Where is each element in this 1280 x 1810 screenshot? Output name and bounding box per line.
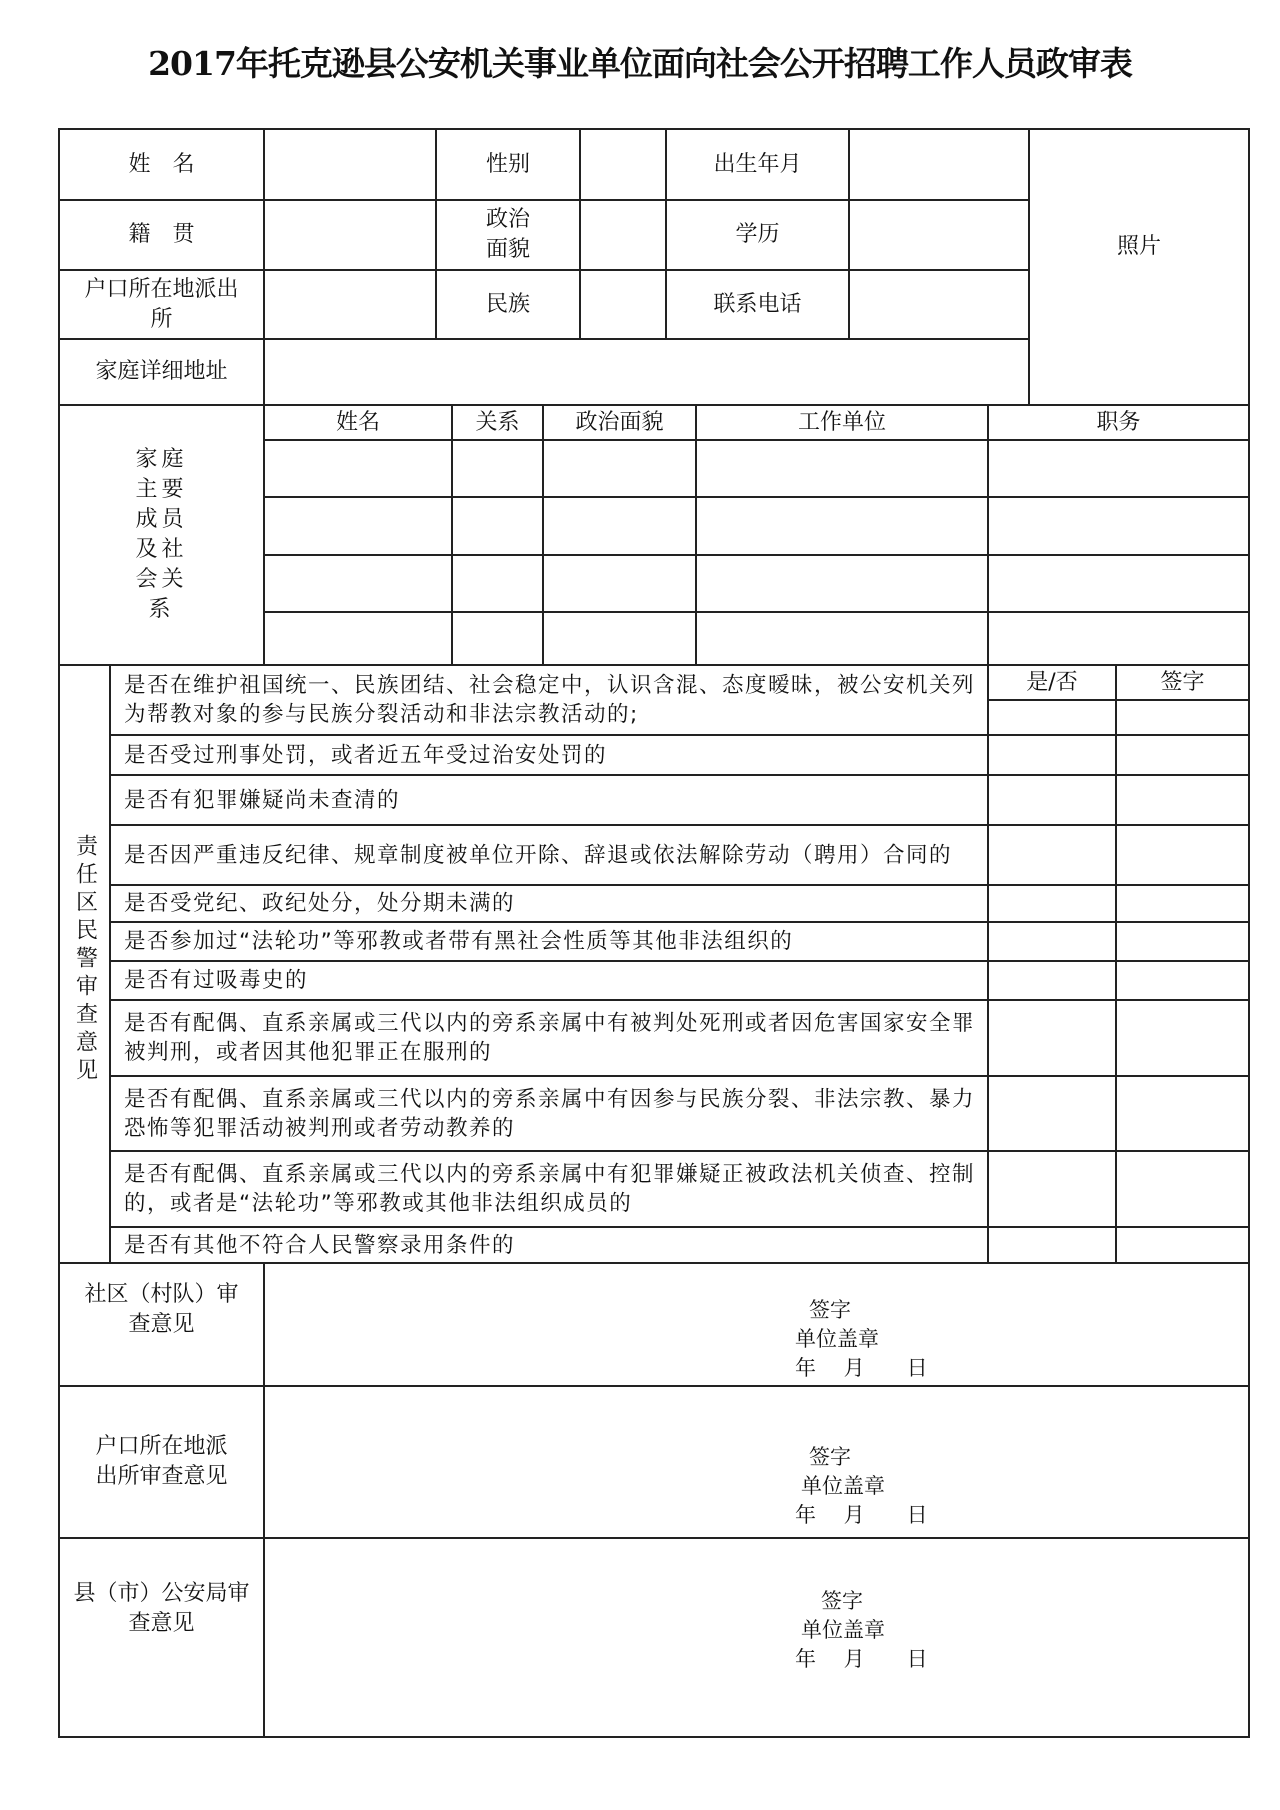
address-field[interactable]	[265, 340, 1028, 404]
yes-no-field[interactable]	[989, 962, 1115, 999]
sign-label: 签字	[809, 1298, 851, 1322]
family-cell[interactable]	[544, 613, 695, 664]
yes-no-field[interactable]	[989, 1077, 1115, 1150]
gender-label: 性别	[485, 151, 530, 177]
community-review-label: 社区（村队）审查意见	[84, 1281, 239, 1337]
family-col-relation: 关系	[475, 409, 520, 435]
review-question: 是否有犯罪嫌疑尚未查清的	[124, 787, 401, 813]
name-label: 姓 名	[128, 151, 195, 177]
family-cell[interactable]	[265, 613, 451, 664]
education-field[interactable]	[850, 201, 1028, 269]
political-status-field[interactable]	[581, 201, 665, 269]
ethnicity-label: 民族	[485, 291, 530, 317]
review-question: 是否有配偶、直系亲属或三代以内的旁系亲属中有因参与民族分裂、非法宗教、暴力恐怖等犯罪活动被判刑或者劳动教养的	[124, 1086, 976, 1141]
family-col-position: 职务	[1096, 409, 1141, 435]
family-cell[interactable]	[697, 441, 987, 496]
review-question: 是否参加过“法轮功”等邪教或者带有黑社会性质等其他非法组织的	[124, 929, 794, 954]
family-cell[interactable]	[453, 613, 542, 664]
seal-label: 单位盖章	[795, 1327, 879, 1351]
family-cell[interactable]	[453, 498, 542, 554]
police-station-review-field[interactable]	[265, 1387, 1248, 1537]
seal-label: 单位盖章	[801, 1618, 885, 1642]
signature-field[interactable]	[1117, 886, 1248, 921]
police-station-review-label: 户口所在地派出所审查意见	[95, 1434, 228, 1489]
yes-no-field[interactable]	[989, 701, 1115, 734]
review-question: 是否有其他不符合人民警察录用条件的	[124, 1232, 516, 1258]
family-cell[interactable]	[989, 556, 1248, 611]
signature-field[interactable]	[1117, 962, 1248, 999]
family-cell[interactable]	[453, 441, 542, 496]
review-question: 是否受过刑事处罚，或者近五年受过治安处罚的	[124, 742, 608, 768]
sign-label: 签字	[821, 1589, 863, 1613]
address-label: 家庭详细地址	[95, 359, 228, 384]
family-col-name: 姓名	[335, 409, 380, 435]
review-question: 是否受党纪、政纪处分，处分期未满的	[124, 891, 516, 916]
yes-no-field[interactable]	[989, 886, 1115, 921]
political-status-label: 政治 面貌	[485, 207, 530, 262]
signature-field[interactable]	[1117, 736, 1248, 774]
yes-no-header: 是/否	[1026, 669, 1078, 695]
signature-block	[795, 1443, 928, 1530]
signature-field[interactable]	[1117, 1001, 1248, 1075]
family-col-political: 政治面貌	[575, 409, 664, 435]
date-label: 年 月 日	[795, 1503, 928, 1527]
police-review-label: 责任区民警审查意见	[72, 834, 98, 1086]
signature-block	[795, 1587, 928, 1674]
education-label: 学历	[735, 222, 780, 247]
county-bureau-review-field[interactable]	[265, 1539, 1248, 1736]
yes-no-field[interactable]	[989, 1152, 1115, 1226]
birth-field[interactable]	[850, 130, 1028, 199]
native-place-field[interactable]	[265, 201, 435, 269]
hukou-police-label: 户口所在地派出所	[84, 276, 239, 332]
signature-field[interactable]	[1117, 1228, 1248, 1262]
signature-field[interactable]	[1117, 701, 1248, 734]
family-cell[interactable]	[697, 613, 987, 664]
signature-field[interactable]	[1117, 1152, 1248, 1226]
review-question: 是否有过吸毒史的	[124, 968, 309, 993]
phone-field[interactable]	[850, 271, 1028, 338]
date-label: 年 月 日	[795, 1356, 928, 1380]
signature-header: 签字	[1160, 669, 1205, 695]
family-cell[interactable]	[453, 556, 542, 611]
name-field[interactable]	[265, 130, 435, 199]
yes-no-field[interactable]	[989, 776, 1115, 824]
review-question: 是否有配偶、直系亲属或三代以内的旁系亲属中有被判处死刑或者因危害国家安全罪被判刑，或者因其他犯罪正在服刑的	[124, 1011, 976, 1065]
yes-no-field[interactable]	[989, 1228, 1115, 1262]
yes-no-field[interactable]	[989, 1001, 1115, 1075]
hukou-police-field[interactable]	[265, 271, 435, 338]
family-cell[interactable]	[989, 441, 1248, 496]
yes-no-field[interactable]	[989, 923, 1115, 960]
signature-block	[795, 1296, 928, 1383]
yes-no-field[interactable]	[989, 826, 1115, 884]
signature-field[interactable]	[1117, 826, 1248, 884]
family-cell[interactable]	[265, 556, 451, 611]
date-label: 年 月 日	[795, 1647, 928, 1671]
photo-label: 照片	[1116, 234, 1161, 259]
family-cell[interactable]	[989, 498, 1248, 554]
signature-field[interactable]	[1117, 1077, 1248, 1150]
phone-label: 联系电话	[713, 291, 802, 317]
signature-field[interactable]	[1117, 776, 1248, 824]
family-section-label: 家庭主要成员及社会关系	[135, 447, 188, 622]
family-col-workplace: 工作单位	[797, 409, 886, 435]
family-cell[interactable]	[989, 613, 1248, 664]
family-cell[interactable]	[697, 556, 987, 611]
family-cell[interactable]	[544, 441, 695, 496]
sign-label: 签字	[809, 1445, 851, 1469]
review-question: 是否因严重违反纪律、规章制度被单位开除、辞退或依法解除劳动（聘用）合同的	[124, 842, 953, 868]
family-cell[interactable]	[265, 441, 451, 496]
county-bureau-review-label: 县（市）公安局审查意见	[73, 1580, 250, 1636]
gender-field[interactable]	[581, 130, 665, 199]
yes-no-field[interactable]	[989, 736, 1115, 774]
signature-field[interactable]	[1117, 923, 1248, 960]
birth-label: 出生年月	[713, 151, 802, 177]
native-place-label: 籍 贯	[128, 222, 195, 247]
community-review-field[interactable]	[265, 1264, 1248, 1385]
family-cell[interactable]	[697, 498, 987, 554]
family-cell[interactable]	[544, 498, 695, 554]
review-question: 是否在维护祖国统一、民族团结、社会稳定中，认识含混、态度暧昧，被公安机关列为帮教对象的参与民族分裂活动和非法宗教活动的;	[124, 673, 976, 727]
photo-box[interactable]	[1030, 130, 1248, 404]
form-title: 2017年托克逊县公安机关事业单位面向社会公开招聘工作人员政审表	[148, 44, 1132, 83]
ethnicity-field[interactable]	[581, 271, 665, 338]
seal-label: 单位盖章	[801, 1474, 885, 1498]
family-cell[interactable]	[544, 556, 695, 611]
review-question: 是否有配偶、直系亲属或三代以内的旁系亲属中有犯罪嫌疑正被政法机关侦查、控制的，或者是“法轮功”等邪教或其他非法组织成员的	[124, 1162, 976, 1216]
family-cell[interactable]	[265, 498, 451, 554]
